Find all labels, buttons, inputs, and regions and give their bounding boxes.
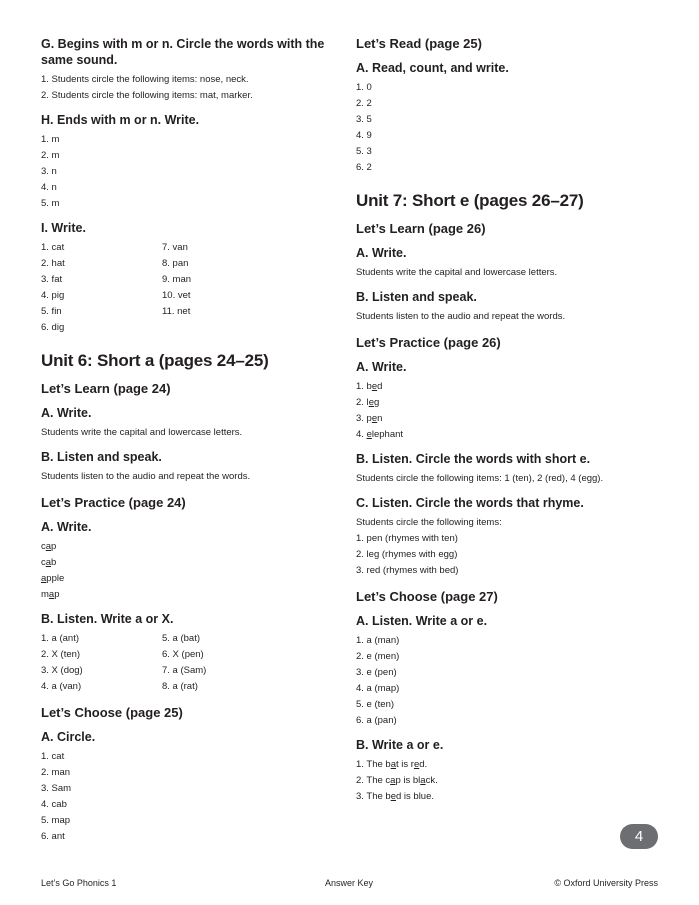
word-part: c [41, 541, 46, 552]
answer-column [41, 240, 162, 336]
lets-practice-title: Let’s Practice (page 24) [41, 495, 186, 510]
exercise-heading: B. Listen. Circle the words with short e. [356, 452, 591, 466]
word-part: d [377, 381, 383, 392]
answer-item: 1. cat [41, 751, 65, 762]
word-part: n [377, 413, 383, 424]
left-column [41, 36, 341, 845]
footer-copyright: © Oxford University Press [554, 878, 658, 888]
answer-item: 8. pan [162, 258, 189, 269]
answer-item: 9. man [162, 274, 192, 285]
answer-item: 6. dig [41, 322, 65, 333]
answer-sentence [356, 773, 656, 789]
answer-item: 5. 3 [356, 146, 372, 157]
sentence-part: 1. The b [356, 759, 391, 770]
answer-item: 6. ant [41, 831, 65, 842]
answer-item: 2. m [41, 150, 60, 161]
answer-item: 3. X (dog) [41, 665, 83, 676]
word-part: c [41, 557, 46, 568]
answer-item: 1. pen (rhymes with ten) [356, 533, 458, 544]
answer-word [356, 411, 656, 427]
answer-item: 1. a (ant) [41, 633, 80, 644]
answer-item: 6. a (pan) [356, 715, 397, 726]
answer-item: 3. Sam [41, 783, 72, 794]
answer-column [162, 631, 283, 695]
underlined-letter: a [41, 573, 47, 584]
exercise-heading: B. Write a or e. [356, 738, 444, 752]
answer-text: Students circle the following items: 1 (ten), 2 (red), 4 (egg). [356, 473, 604, 484]
answer-item: 4. pig [41, 290, 65, 301]
sentence-part: p is bl [395, 775, 421, 786]
underlined-letter: e [371, 381, 378, 392]
answer-word [356, 427, 656, 443]
section-b-answers [41, 631, 341, 695]
word-part: p [51, 541, 57, 552]
answer-word [41, 571, 341, 587]
answer-column [41, 631, 162, 695]
answer-item: 1. a (man) [356, 635, 400, 646]
footer-section: Answer Key [325, 878, 374, 888]
sentence-part: d is blue. [395, 791, 435, 802]
word-part: lephant [371, 429, 404, 440]
answer-item: 3. 5 [356, 114, 372, 125]
right-column [356, 36, 656, 805]
answer-item: 3. red (rhymes with bed) [356, 565, 459, 576]
answer-item: 8. a (rat) [162, 681, 198, 692]
exercise-heading: B. Listen and speak. [41, 450, 162, 464]
exercise-heading: A. Circle. [41, 730, 96, 744]
exercise-heading: A. Read, count, and write. [356, 61, 509, 75]
underlined-letter: a [390, 759, 396, 770]
answer-item: 5. e (ten) [356, 699, 395, 710]
exercise-heading: A. Write. [41, 406, 92, 420]
answer-item: 2. 2 [356, 98, 372, 109]
footer-book-title: Let’s Go Phonics 1 [41, 878, 117, 888]
answer-sentence [356, 757, 656, 773]
page-number-badge: 4 [620, 824, 658, 849]
answer-item: 3. e (pen) [356, 667, 397, 678]
exercise-heading: C. Listen. Circle the words that rhyme. [356, 496, 584, 510]
answer-item: 2. hat [41, 258, 65, 269]
answer-item: 4. cab [41, 799, 67, 810]
underlined-letter: a [48, 589, 55, 600]
lets-practice-title: Let’s Practice (page 26) [356, 335, 501, 350]
lets-choose-title: Let’s Choose (page 25) [41, 705, 183, 720]
exercise-heading: A. Write. [41, 520, 92, 534]
answer-item: 2. X (ten) [41, 649, 81, 660]
underlined-letter: a [45, 541, 52, 552]
answer-sentence [356, 789, 656, 805]
sentence-part: 3. The b [356, 791, 391, 802]
section-i-answers [41, 240, 341, 336]
answer-item: 2. man [41, 767, 71, 778]
answer-item: 1. 0 [356, 82, 372, 93]
word-part: 3. p [356, 413, 372, 424]
answer-item: 3. fat [41, 274, 63, 285]
sentence-part: ck. [425, 775, 438, 786]
word-part: b [51, 557, 57, 568]
underlined-letter: a [420, 775, 426, 786]
answer-item: 1. cat [41, 242, 65, 253]
answer-item: 4. a (van) [41, 681, 82, 692]
word-part: p [54, 589, 60, 600]
exercise-heading: B. Listen and speak. [356, 290, 477, 304]
underlined-letter: e [390, 791, 396, 802]
unit-7-title: Unit 7: Short e (pages 26–27) [356, 191, 584, 210]
answer-word [41, 587, 341, 603]
answer-item: 10. vet [162, 290, 191, 301]
exercise-heading: A. Write. [356, 246, 407, 260]
answer-item: 6. X (pen) [162, 649, 204, 660]
answer-item: 5. m [41, 198, 60, 209]
unit-6-title: Unit 6: Short a (pages 24–25) [41, 351, 269, 370]
section-g-heading: G. Begins with m or n. Circle the words with the same sound. [41, 37, 325, 67]
answer-item: 1. Students circle the following items: nose, neck. [41, 74, 249, 85]
section-i-heading: I. Write. [41, 221, 86, 235]
answer-column [162, 240, 283, 336]
underlined-letter: a [45, 557, 52, 568]
answer-word [356, 379, 656, 395]
answer-text: Students listen to the audio and repeat the words. [356, 311, 566, 322]
answer-word [41, 539, 341, 555]
word-part: 1. b [356, 381, 372, 392]
answer-item: 7. a (Sam) [162, 665, 207, 676]
answer-text: Students listen to the audio and repeat the words. [41, 471, 251, 482]
answer-item: 4. n [41, 182, 57, 193]
word-part: 4. [356, 429, 367, 440]
answer-item: 2. Students circle the following items: mat, marker. [41, 90, 253, 101]
answer-item: 4. a (map) [356, 683, 400, 694]
section-h-heading: H. Ends with m or n. Write. [41, 113, 200, 127]
underlined-letter: e [366, 429, 372, 440]
answer-word [356, 395, 656, 411]
sentence-part: t is r [395, 759, 414, 770]
underlined-letter: a [390, 775, 396, 786]
answer-item: 3. n [41, 166, 57, 177]
answer-item: 7. van [162, 242, 188, 253]
word-part: pple [46, 573, 65, 584]
lets-learn-title: Let’s Learn (page 24) [41, 381, 171, 396]
lets-choose-title: Let’s Choose (page 27) [356, 589, 498, 604]
exercise-heading: B. Listen. Write a or X. [41, 612, 174, 626]
answer-item: 4. 9 [356, 130, 372, 141]
underlined-letter: e [368, 397, 374, 408]
answer-item: 11. net [162, 306, 191, 317]
answer-item: 2. e (men) [356, 651, 400, 662]
sentence-part: d. [419, 759, 428, 770]
answer-item: 5. map [41, 815, 71, 826]
answer-text: Students write the capital and lowercase letters. [356, 267, 558, 278]
answer-word [41, 555, 341, 571]
word-part: g [373, 397, 380, 408]
answer-item: 1. m [41, 134, 60, 145]
answer-item: 5. a (bat) [162, 633, 201, 644]
lets-learn-title: Let’s Learn (page 26) [356, 221, 486, 236]
word-part: 2. l [356, 397, 369, 408]
underlined-letter: e [371, 413, 378, 424]
answer-item: 5. fin [41, 306, 62, 317]
answer-item: 2. leg (rhymes with egg) [356, 549, 458, 560]
word-part: m [41, 589, 49, 600]
answer-text: Students write the capital and lowercase letters. [41, 427, 243, 438]
answer-text: Students circle the following items: [356, 517, 502, 528]
exercise-heading: A. Write. [356, 360, 407, 374]
underlined-letter: e [413, 759, 420, 770]
exercise-heading: A. Listen. Write a or e. [356, 614, 488, 628]
lets-read-title: Let’s Read (page 25) [356, 36, 482, 51]
sentence-part: 2. The c [356, 775, 391, 786]
answer-item: 6. 2 [356, 162, 372, 173]
